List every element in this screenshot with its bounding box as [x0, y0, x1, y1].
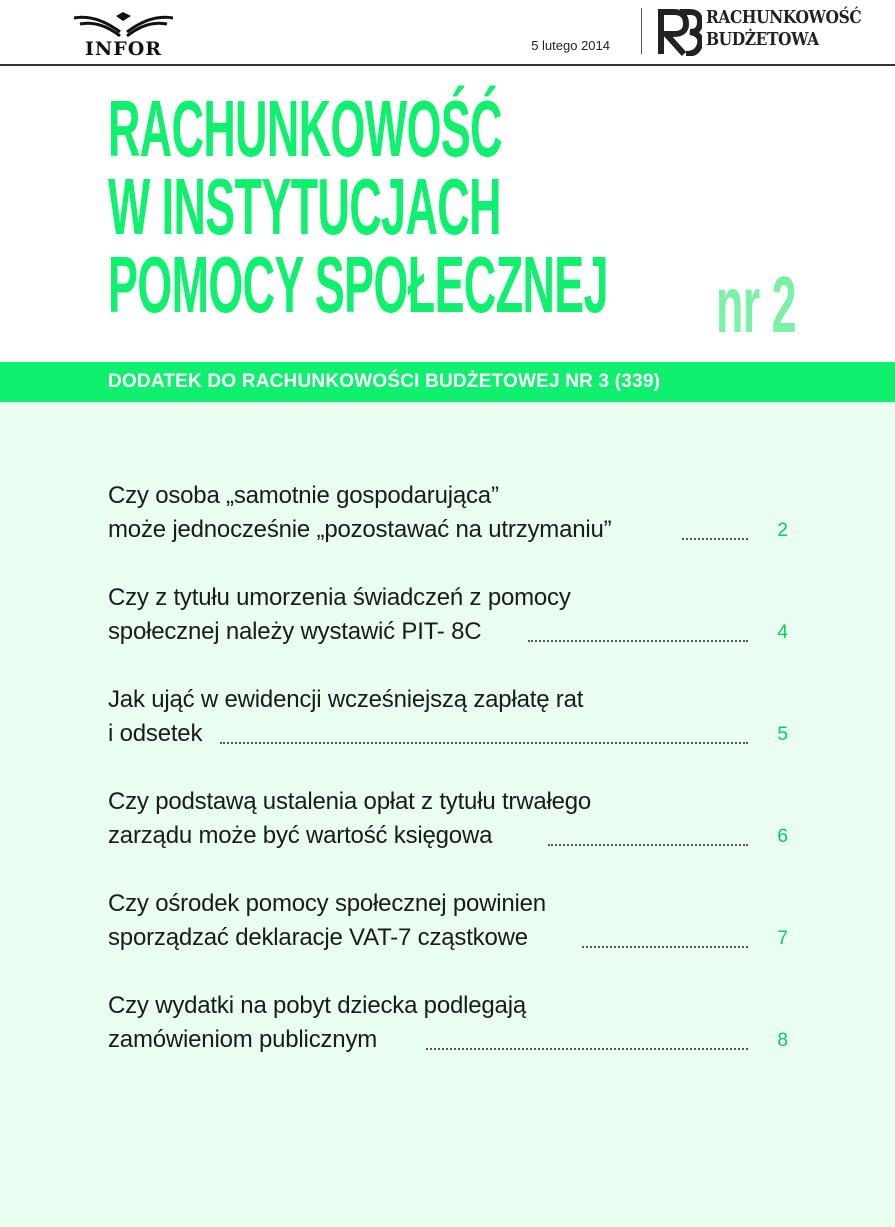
toc-item-title-line2: zamówieniom publicznym — [108, 1026, 378, 1053]
infor-logo — [66, 12, 181, 58]
infor-book-icon — [66, 12, 181, 38]
toc-item-title-line2: społecznej należy wystawić PIT- 8C — [108, 618, 482, 645]
toc-item[interactable] — [108, 992, 788, 1064]
issue-number: nr 2 — [716, 260, 796, 349]
rachunkowosc-budzetowa-logo — [656, 6, 886, 56]
title-line-3: POMOCY SPOŁECZNEJ — [108, 240, 608, 329]
toc-item[interactable] — [108, 686, 788, 758]
toc-item-title-line1: Czy wydatki na pobyt dziecka podlegają — [108, 992, 526, 1019]
rb-logo-line2: BUDŻETOWA — [706, 29, 819, 50]
rb-logo-line1: RACHUNKOWOŚĆ — [706, 7, 862, 28]
toc-item-title-line2: zarządu może być wartość księgowa — [108, 822, 493, 849]
toc-item[interactable] — [108, 584, 788, 656]
toc-item-title-line1: Czy osoba „samotnie gospodarująca” — [108, 482, 499, 509]
toc-leader-dots — [548, 842, 748, 846]
toc-item-title-line2: i odsetek — [108, 720, 203, 747]
title-line-1: RACHUNKOWOŚĆ — [108, 84, 502, 173]
toc-leader-dots — [220, 740, 748, 744]
banner-text: DODATEK DO RACHUNKOWOŚCI BUDŻETOWEJ NR 3 (339) — [108, 371, 661, 392]
toc-page-number: 5 — [777, 724, 788, 745]
infor-logo-text: INFOR — [84, 38, 163, 60]
rb-monogram-icon — [656, 6, 702, 56]
toc-item-title-line1: Czy ośrodek pomocy społecznej powinien — [108, 890, 546, 917]
toc-item-title-line2: sporządzać deklaracje VAT-7 cząstkowe — [108, 924, 528, 951]
toc-item-title-line2: może jednocześnie „pozostawać na utrzymaniu” — [108, 516, 612, 543]
toc-page-number: 4 — [777, 622, 788, 643]
toc-leader-dots — [582, 944, 748, 948]
header — [0, 0, 895, 66]
toc-leader-dots — [426, 1046, 748, 1050]
toc-item-title-line1: Jak ująć w ewidencji wcześniejszą zapłatę rat — [108, 686, 584, 713]
toc-leader-dots — [528, 638, 748, 642]
rb-logo-text — [706, 7, 861, 51]
toc-item[interactable] — [108, 788, 788, 860]
supplement-banner — [0, 362, 895, 402]
header-rule — [0, 64, 895, 66]
toc-item[interactable] — [108, 482, 788, 554]
toc-page-number: 8 — [777, 1030, 788, 1051]
table-of-contents — [0, 402, 895, 1227]
toc-page-number: 6 — [777, 826, 788, 847]
toc-page-number: 2 — [777, 520, 788, 541]
issue-date: 5 lutego 2014 — [531, 38, 610, 53]
toc-item-title-line1: Czy z tytułu umorzenia świadczeń z pomocy — [108, 584, 571, 611]
header-divider — [641, 8, 642, 54]
page-title — [108, 84, 608, 329]
toc-item-title-line1: Czy podstawą ustalenia opłat z tytułu trwałego — [108, 788, 592, 815]
toc-item[interactable] — [108, 890, 788, 962]
toc-page-number: 7 — [777, 928, 788, 949]
title-line-2: W INSTYTUCJACH — [108, 162, 501, 251]
toc-leader-dots — [682, 536, 748, 540]
